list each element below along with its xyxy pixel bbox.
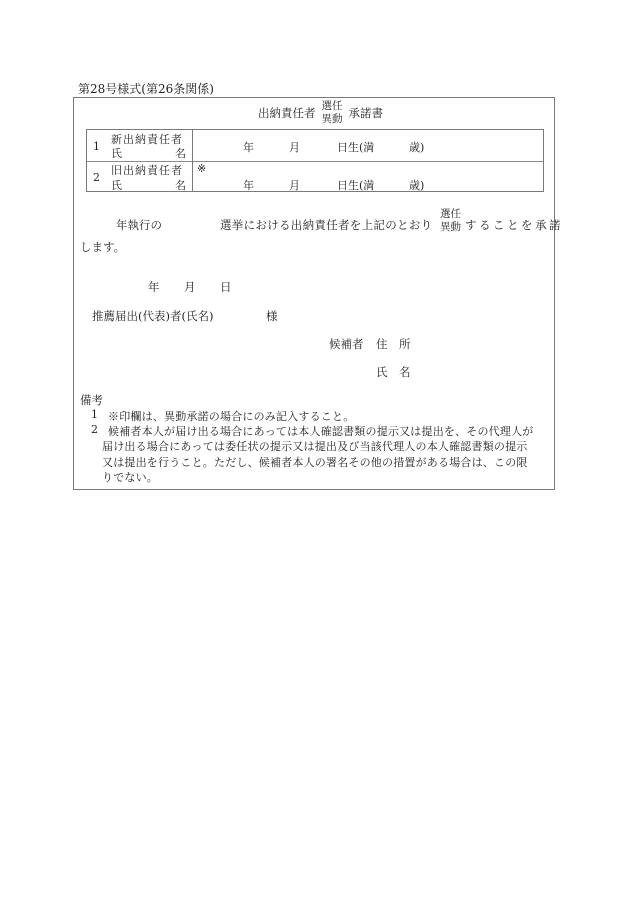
birth-label: 日生(満 bbox=[337, 141, 375, 154]
statement-option-change: 異動 bbox=[440, 221, 461, 233]
statement-line2: します。 bbox=[80, 240, 126, 254]
name-label-right: 名 bbox=[175, 147, 186, 160]
name-label-left: 氏 bbox=[111, 147, 122, 160]
date-year: 年 bbox=[148, 280, 160, 294]
addressee-label: 推薦届出(代表)者(氏名) bbox=[92, 309, 214, 323]
title-option-change: 異動 bbox=[321, 113, 343, 125]
title-option-stack bbox=[322, 100, 343, 126]
statement-option-stack bbox=[440, 208, 461, 234]
statement-part2: 選挙における出納責任者を上記のとおり bbox=[220, 218, 433, 232]
note-text: 候補者本人が届け出る場合にあっては本人確認書類の提示又は提出を、その代理人が bbox=[108, 425, 534, 438]
age-label: 歳) bbox=[409, 141, 425, 154]
note-text: りでない。 bbox=[102, 471, 158, 484]
row-label: 旧出納責任者 bbox=[111, 164, 183, 177]
statement-part3: することを承諾 bbox=[465, 218, 563, 232]
note-number: 2 bbox=[91, 423, 99, 436]
name-label-left: 氏 bbox=[111, 179, 122, 192]
note-number: 1 bbox=[91, 408, 99, 421]
note-text: 又は提出を行うこと。ただし、候補者本人の署名その他の措置がある場合は、この限 bbox=[102, 456, 528, 469]
date-month: 月 bbox=[184, 280, 196, 294]
title-option-appoint: 選任 bbox=[321, 100, 343, 112]
month-label: 月 bbox=[289, 179, 300, 192]
row-number: 2 bbox=[93, 171, 100, 184]
birth-label: 日生(満 bbox=[337, 179, 375, 192]
age-label: 歳) bbox=[409, 179, 425, 192]
reference-mark: ※ bbox=[197, 162, 207, 175]
date-day: 日 bbox=[220, 280, 232, 294]
document-title bbox=[258, 100, 383, 126]
candidate-label: 候補者 bbox=[329, 337, 364, 351]
statement-part1: 年執行の bbox=[116, 218, 162, 232]
title-suffix: 承諾書 bbox=[348, 106, 383, 120]
month-label: 月 bbox=[289, 141, 300, 154]
candidate-address-label: 住 所 bbox=[376, 337, 411, 351]
note-text: 届け出る場合にあっては委任状の提示又は提出及び当該代理人の本人確認書類の提示 bbox=[102, 440, 528, 453]
name-label-right: 名 bbox=[175, 179, 186, 192]
notes-heading: 備考 bbox=[80, 393, 103, 407]
addressee-honorific: 様 bbox=[266, 309, 278, 323]
form-number: 第28号様式(第26条関係) bbox=[78, 82, 214, 96]
candidate-name-label: 氏 名 bbox=[376, 365, 411, 379]
statement-option-appoint: 選任 bbox=[440, 208, 461, 220]
note-text: ※印欄は、異動承諾の場合にのみ記入すること。 bbox=[108, 410, 355, 423]
treasurer-table bbox=[86, 129, 544, 192]
year-label: 年 bbox=[243, 179, 254, 192]
row-label: 新出納責任者 bbox=[111, 133, 183, 146]
year-label: 年 bbox=[243, 141, 254, 154]
title-prefix: 出納責任者 bbox=[258, 106, 316, 120]
row-number: 1 bbox=[93, 140, 100, 153]
column-divider bbox=[192, 130, 193, 191]
